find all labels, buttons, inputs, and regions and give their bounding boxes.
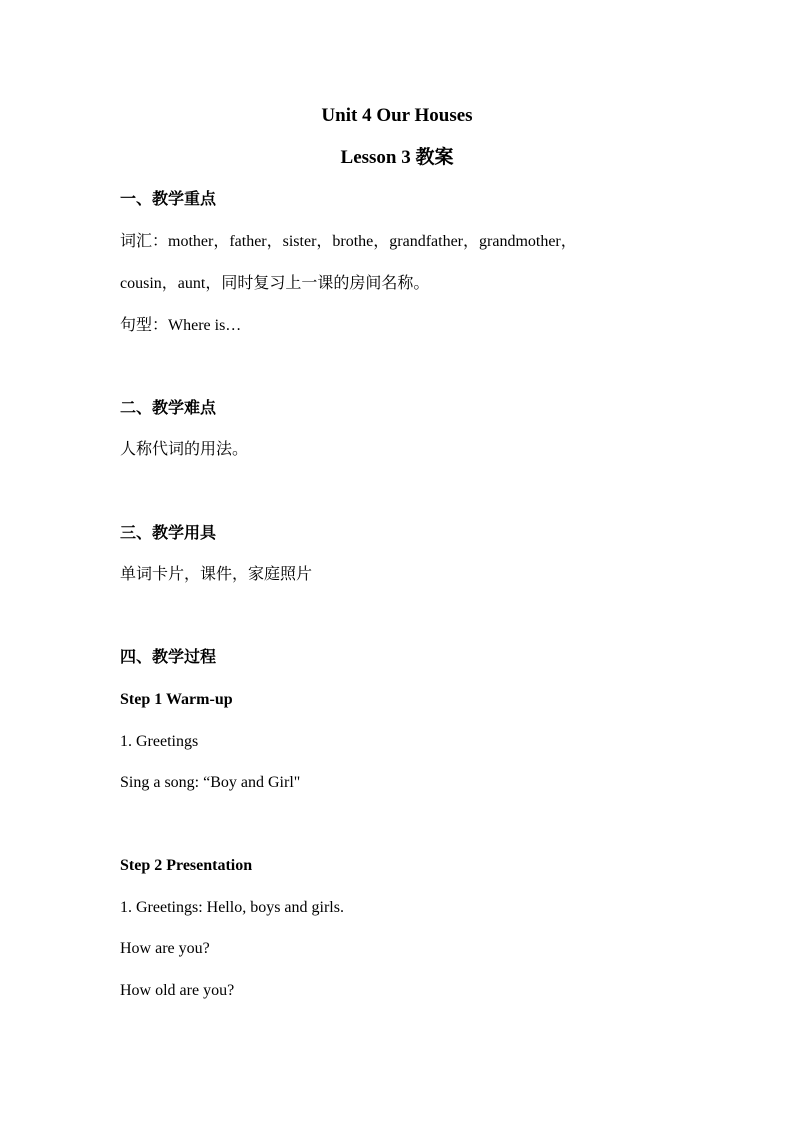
step-1-item-2: Sing a song: “Boy and Girl": [120, 774, 301, 791]
step-1-item-1: 1. Greetings: [120, 733, 199, 750]
section-heading-procedure: 四、教学过程: [120, 649, 217, 666]
teaching-aids-text: 单词卡片，课件，家庭照片: [120, 566, 313, 583]
sentence-pattern: 句型：Where is…: [120, 317, 242, 334]
step-1-heading: Step 1 Warm-up: [120, 691, 233, 708]
document-subtitle: Lesson 3 教案: [340, 147, 454, 168]
step-2-item-1: 1. Greetings: Hello, boys and girls.: [120, 899, 344, 916]
vocabulary-line-2: cousin，aunt，同时复习上一课的房间名称。: [120, 275, 430, 292]
step-2-item-3: How old are you?: [120, 982, 235, 999]
step-2-heading: Step 2 Presentation: [120, 857, 253, 874]
section-heading-difficulties: 二、教学难点: [120, 400, 217, 417]
document-title: Unit 4 Our Houses: [321, 105, 473, 126]
difficulties-text: 人称代词的用法。: [120, 441, 249, 458]
step-2-item-2: How are you?: [120, 940, 210, 957]
section-heading-teaching-aids: 三、教学用具: [120, 525, 217, 542]
section-heading-key-points: 一、教学重点: [120, 191, 217, 208]
vocabulary-line-1: 词汇：mother，father，sister，brothe，grandfather，grandmother，: [120, 233, 577, 250]
